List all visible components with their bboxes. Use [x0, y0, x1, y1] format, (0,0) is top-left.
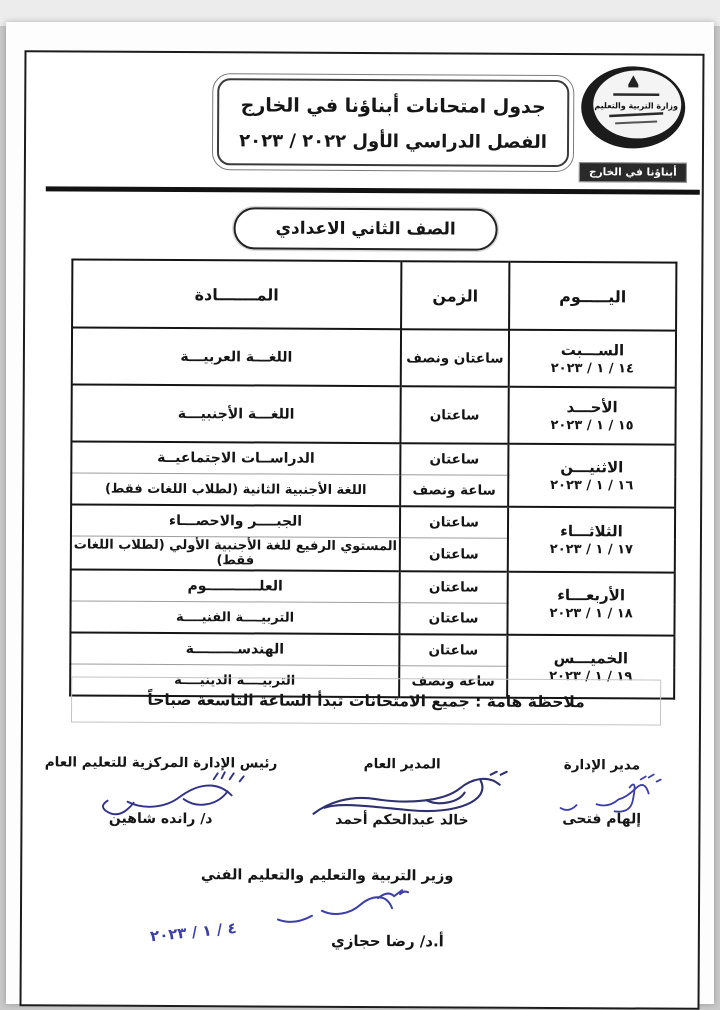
- signature-block-central-admin-head: [36, 754, 285, 827]
- time-cell: ساعتان ونصف: [401, 329, 509, 387]
- day-name: الاثنيـــن: [560, 458, 624, 477]
- time-cell: ساعتان: [400, 538, 508, 572]
- subject-cell: الجبــــر والاحصـــاء: [71, 504, 400, 537]
- signature-title: المدير العام: [363, 756, 441, 773]
- day-name: الســـبت: [560, 341, 625, 360]
- minister-block: [122, 867, 532, 965]
- day-name: الخميـــس: [553, 649, 629, 668]
- signatures-row: [36, 754, 684, 829]
- page-title: جدول امتحانات أبناؤنا في الخارج: [240, 94, 546, 118]
- minister-signature-date: ٤ / ١ / ٢٠٢٣: [149, 918, 238, 946]
- table-row: [71, 569, 675, 604]
- subject-cell: التربيــــة الدينيــــة: [70, 664, 399, 697]
- minister-name: أ.د/ رضا حجازي: [330, 931, 444, 951]
- day-date: ١٨ / ١ / ٢٠٢٣: [549, 605, 633, 622]
- time-cell: ساعتان: [399, 603, 507, 635]
- table-row: [71, 441, 675, 476]
- day-cell: [509, 330, 676, 388]
- page-subtitle: الفصل الدراسي الأول ٢٠٢٢ / ٢٠٢٣: [239, 130, 547, 153]
- signature-name: إلهام فتحى: [562, 811, 642, 828]
- table-row: [72, 327, 676, 387]
- day-cell: [507, 572, 674, 636]
- logo-label: أبناؤنا في الخارج: [579, 162, 687, 183]
- ministry-logo: [566, 63, 701, 183]
- table-header-time: الزمن: [401, 261, 509, 330]
- exam-table-body: [70, 327, 676, 698]
- time-cell: ساعة ونصف: [400, 475, 508, 507]
- day-cell: [508, 507, 675, 573]
- svg-text:وزارة التربية والتعليم: وزارة التربية والتعليم: [594, 101, 679, 111]
- title-box: [212, 73, 575, 172]
- table-header-subject: المـــــــادة: [72, 259, 401, 329]
- day-cell: [508, 387, 675, 445]
- signature-name: خالد عبدالحكم أحمد: [335, 811, 469, 829]
- page-frame: [20, 50, 705, 1010]
- minister-signature-icon: [260, 885, 410, 932]
- subject-cell: العلـــــــــــوم: [71, 569, 400, 602]
- subject-cell: اللغـــة العربيـــة: [72, 327, 401, 386]
- header-divider: [46, 186, 700, 194]
- time-cell: ساعتان: [400, 386, 508, 444]
- table-row: [70, 632, 674, 667]
- day-cell: [508, 444, 675, 508]
- grade-pill: الصف الثاني الاعدادي: [233, 207, 497, 250]
- paper: [6, 22, 714, 1004]
- minister-title: وزير التربية والتعليم والتعليم الفني: [200, 867, 454, 885]
- day-name: الثلاثـــاء: [560, 522, 623, 541]
- subject-cell: التربيــــة الفنيــــة: [70, 601, 399, 634]
- day-date: ١٦ / ١ / ٢٠٢٣: [550, 477, 634, 494]
- note-box: [71, 676, 661, 725]
- subject-cell: اللغـــة الأجنبيـــة: [71, 384, 400, 443]
- day-name: الأحـــد: [566, 398, 618, 417]
- signature-title: رئيس الإدارة المركزية للتعليم العام: [44, 754, 278, 772]
- time-cell: ساعتان: [400, 506, 508, 538]
- table-header-row: [72, 259, 676, 330]
- day-date: ١٥ / ١ / ٢٠٢٣: [550, 417, 634, 434]
- day-date: ١٧ / ١ / ٢٠٢٣: [549, 541, 634, 558]
- signature-name: د/ رانده شاهين: [108, 810, 213, 828]
- signature-title: مدير الإدارة: [563, 757, 641, 774]
- time-cell: ساعتان: [399, 634, 507, 666]
- subject-cell: الهندســـــــــة: [70, 632, 399, 665]
- note-text: ملاحظة هامة : جميع الامتحانات تبدأ الساعة التاسعة صباحاً: [147, 690, 585, 712]
- signature-block-admin-director: [519, 757, 685, 830]
- day-date: ١٤ / ١ / ٢٠٢٣: [550, 360, 634, 377]
- time-cell: ساعتان: [400, 443, 508, 475]
- signature-block-general-director: [285, 756, 519, 829]
- day-name: الأربعـــاء: [557, 586, 626, 605]
- table-header-day: اليـــــوم: [509, 262, 676, 331]
- table-row: [71, 504, 675, 539]
- subject-cell: الدراســات الاجتماعيــة: [71, 441, 400, 474]
- ministry-logo-icon: [575, 63, 691, 156]
- day-date: ١٩ / ١ / ٢٠٢٣: [549, 668, 633, 685]
- subject-cell: اللغة الأجنبية الثانية (لطلاب اللغات فقط): [71, 473, 400, 506]
- subject-cell: المستوي الرفيع للغة الأجنبية الأولي (لطلاب اللغات فقط): [71, 536, 400, 571]
- time-cell: ساعة ونصف: [399, 666, 507, 698]
- exam-table: [69, 258, 677, 699]
- time-cell: ساعتان: [400, 571, 508, 603]
- table-row: [71, 384, 675, 444]
